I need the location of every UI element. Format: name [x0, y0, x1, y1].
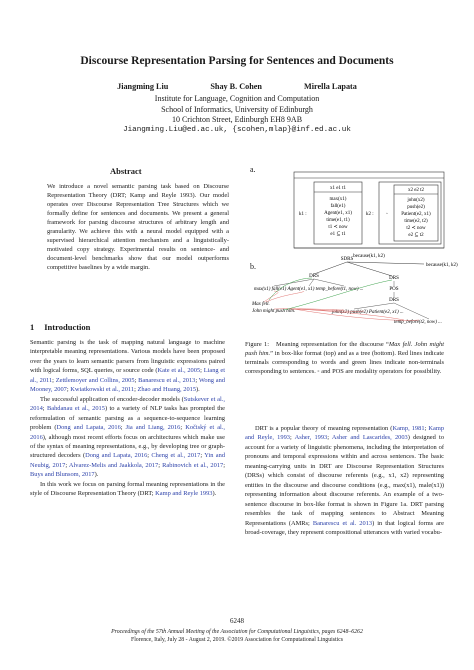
- citation-link[interactable]: Banarescu et al. 2013: [312, 519, 373, 527]
- k2-cond-2: push(e2): [407, 205, 425, 210]
- terminal-links: [264, 291, 419, 320]
- caption-label: Figure 1:: [245, 341, 269, 348]
- intro-paragraph-2: The successful application of encoder-decoder models (Sutskever et al., 2014; Bahdanau et al., 2015) to a variety of NLP tasks has prompted the reformulation of semantic parsing as a sequence-to-sequence learning problem (Dong and Lapata, 2016; Jia and Liang, 2016; Kočiský et al., 2016), although most recent efforts focus on architectures which make use of the syntax of meaning representations, e.g., by developing tree or graph-structured decoders (Dong and Lapata, 2016; Cheng et al., 2017; Yin and Neubig, 2017; Alvarez-Melis and Jaakkola, 2017; Rabinovich et al., 2017; Buys and Blunsom, 2017).: [30, 395, 226, 479]
- affiliation-line-2: School of Informatics, University of Edinburgh: [161, 104, 313, 114]
- citation-link[interactable]: Sutskever et al., 2014: [30, 395, 225, 413]
- k1-cond-4: time(e1, t1): [326, 218, 350, 223]
- citation-link[interactable]: Kamp, 1981: [392, 425, 425, 432]
- figure-label-a: a.: [250, 165, 256, 174]
- citation-link[interactable]: Kamp and Reyle 1993: [155, 490, 213, 498]
- k1-cond-1: max(x1): [329, 197, 347, 202]
- footer-proceedings: [0, 628, 474, 644]
- intro-paragraph-3: In this work we focus on parsing formal meaning representations in the style of Discourse Representation Theory (DRT; Kamp and Reyle 1993).: [30, 480, 225, 498]
- author-list: [0, 82, 474, 91]
- sentence-2: John might push him.: [252, 309, 296, 314]
- author-1: Jiangming Liu: [117, 82, 169, 91]
- k1-cond-3: Agent(e1, x1): [324, 211, 352, 216]
- page-number: 6248: [230, 617, 244, 625]
- author-2: Shay B. Cohen: [210, 82, 262, 91]
- k2-cond-4: time(e2, t2): [404, 219, 428, 224]
- author-email[interactable]: Jiangming.Liu@ed.ac.uk, {scohen,mlap}@inf.ed.ac.uk: [123, 126, 351, 134]
- caption-post: ” in box-like format (top) and as a tree (bottom). Red lines indicate terminals corresponding to words and green lines indicate non-terminals corresponding to sentences. ◦ and POS are modality operators for possibility.: [245, 350, 444, 375]
- drs-box-diagram: [294, 172, 444, 259]
- citation-link[interactable]: Zhao and Huang, 2015: [137, 386, 197, 394]
- affiliation-line-1: Institute for Language, Cognition and Computation: [154, 94, 320, 103]
- relation-label: because(k1, k2): [353, 254, 385, 259]
- citation-link[interactable]: Alvarez-Melis and Jaakkola, 2017: [68, 461, 159, 469]
- citation-link[interactable]: Asher and Lascarides, 2003: [331, 434, 408, 442]
- tree-row-2: john(x2) push(e2) Patient(e2, x1) ...: [332, 310, 404, 315]
- citation-link[interactable]: Buys and Blunsom, 2017: [30, 471, 95, 479]
- node-because: because(k1, k2): [426, 263, 458, 268]
- author-3: Mirella Lapata: [304, 82, 357, 91]
- citation-link[interactable]: Rabinovich et al., 2017: [162, 461, 224, 469]
- citation-link[interactable]: Zettlemoyer and Collins, 2005: [55, 376, 135, 384]
- citation-link[interactable]: Asher, 1993: [294, 434, 328, 442]
- citation-link[interactable]: Banarescu et al., 2013: [138, 376, 196, 384]
- k1-cond-2: fall(e1): [330, 204, 346, 209]
- drs-tree-diagram: [251, 257, 458, 325]
- section-number: 1: [30, 322, 35, 332]
- k1-cond-6: e1 ⊆ t1: [330, 232, 346, 237]
- affiliation-line-3: 10 Crichton Street, Edinburgh EH8 9AB: [171, 115, 303, 124]
- k2-label: k2 :: [366, 212, 374, 217]
- modal-op: ◦: [386, 212, 388, 217]
- citation-link[interactable]: Liang et al., 2011: [30, 367, 225, 384]
- k1-referents: x1 e1 t1: [329, 186, 347, 191]
- footer-line-2: Florence, Italy, July 28 - August 2, 2019. ©2019 Association for Computational Linguistics: [130, 637, 344, 643]
- citation-link[interactable]: Wong and Mooney, 2007: [30, 376, 226, 394]
- citation-link[interactable]: Kočiský et al., 2016: [30, 424, 226, 441]
- sentence-1: Max fell.: [252, 302, 270, 307]
- figure-1-diagram: [244, 160, 458, 336]
- section-heading: [30, 322, 90, 332]
- citation-link[interactable]: Jia and Liang, 2016: [125, 424, 181, 432]
- figure-caption: [245, 340, 444, 376]
- paper-title: Discourse Representation Parsing for Sentences and Documents: [80, 55, 394, 67]
- citation-link[interactable]: Cheng et al., 2017: [151, 452, 201, 460]
- citation-link[interactable]: Kate et al., 2005: [157, 367, 201, 375]
- node-drs-2: DRS: [389, 276, 399, 281]
- citation-link[interactable]: Kamp and Reyle, 1993: [245, 425, 445, 442]
- abstract-heading: Abstract: [110, 166, 142, 176]
- citation-link[interactable]: Yin and Neubig, 2017: [30, 452, 226, 469]
- node-pos: POS: [389, 287, 399, 292]
- k2-cond-1: john(x2): [407, 198, 425, 203]
- intro-paragraph-1: Semantic parsing is the task of mapping natural language to machine interpretable meaning representations. Various models have been proposed over the years to learn semantic parsers from linguistic expressions paired with logical forms, SQL queries, or source code (Kate et al., 2005; Liang et al., 2011; Zettlemoyer and Collins, 2005; Banarescu et al., 2013; Wong and Mooney, 2007; Kwiatkowski et al., 2011; Zhao and Huang, 2015).: [30, 339, 226, 394]
- abstract-text: We introduce a novel semantic parsing task based on Discourse Representation Theory (DRT; Kamp and Reyle 1993). Our model operates over Discourse Representation Tree Structures which we formally define for sentences and documents. We present a general framework for parsing discourse structures of arbitrary length and granularity. We achieve this with a neural model equipped with a supervised hierarchical attention mechanism and a linguistically-motivated copy strategy. Experimental results on sentence- and document-level benchmarks show that our model outperforms competitive baselines by a wide margin.: [47, 183, 229, 271]
- figure-label-b: b.: [250, 262, 256, 271]
- right-column: [245, 424, 444, 537]
- node-sdrs: SDRS: [340, 257, 354, 262]
- section-title: Introduction: [44, 322, 91, 332]
- footer-line-1: Proceedings of the 57th Annual Meeting of the Association for Computational Linguistics, pages 6248–6262: [111, 629, 363, 635]
- caption-pre: Meaning representation for the discourse “: [276, 341, 389, 348]
- node-drs-3: DRS: [389, 298, 399, 303]
- k2-cond-5: t2 ≺ now: [406, 226, 426, 231]
- tree-row-3: temp_before(t2, now) ...: [394, 320, 442, 325]
- k2-cond-6: e2 ⊆ t2: [408, 233, 424, 238]
- tree-row-1: max(x1) fall(e1) Agent(e1, x1) temp_before(t1, now) ...: [254, 287, 364, 292]
- drt-paragraph: DRT is a popular theory of meaning representation (Kamp, 1981; Kamp and Reyle, 1993; Asher, 1993; Asher and Lascarides, 2003) designed to account for a variety of linguistic phenomena, including the interpretation of pronouns and temporal expressions within and across sentences. The basic meaning-carrying units in DRT are Discourse Representation Structures (DRSs) which consist of discourse referents (e.g., x1, x2) representing entities in the discourse and discourse conditions (e.g., max(x1), male(x1)) representing information about discourse referents. An example of a two-sentence discourse in box-like format is shown in Figure 1a. DRT parsing resembles the task of mapping sentences to Abstract Meaning Representations (AMRs; Banarescu et al. 2013) in that logical forms are broad-coverage, they represent compositional utterances with varied vocabu-: [245, 425, 445, 536]
- intro-column: [30, 338, 225, 499]
- citation-link[interactable]: Dong and Lapata, 2016: [85, 452, 148, 460]
- k2-referents: x2 e2 t2: [407, 188, 425, 193]
- node-drs-1: DRS: [309, 274, 319, 279]
- k1-label: k1 :: [299, 212, 307, 217]
- citation-link[interactable]: Dong and Lapata, 2016: [56, 424, 121, 432]
- caption-quote: Max fell. John might push him.: [245, 341, 445, 357]
- k2-cond-3: Patient(e2, x1): [401, 212, 431, 217]
- citation-link[interactable]: Bahdanau et al., 2015: [46, 405, 105, 413]
- k1-cond-5: t1 ≺ now: [328, 225, 348, 230]
- citation-link[interactable]: Kwiatkowski et al., 2011: [70, 386, 135, 394]
